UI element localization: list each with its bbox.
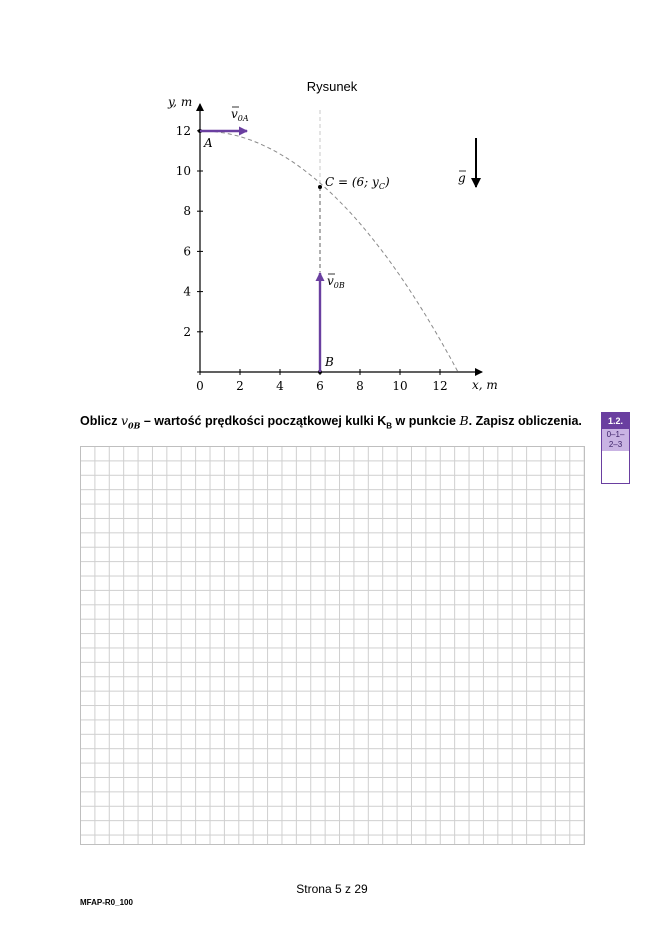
y-tick-label: 4 [183, 284, 191, 299]
x-tick-label: 6 [316, 379, 324, 393]
gravity-label: g [458, 171, 466, 185]
score-points-scale: 0–1– 2–3 [602, 429, 629, 451]
task-number: 1.2. [602, 413, 629, 429]
score-box [601, 412, 630, 484]
y-tick-label: 2 [183, 324, 191, 339]
point-c-marker [318, 185, 322, 189]
x-tick-label: 0 [196, 379, 204, 393]
task-instruction: Oblicz $v_{0B}$ – wartość prędkości początkowej kulki $K_B$ w punkcie B. Zapisz obliczenia. [80, 413, 582, 431]
point-a-label: A [204, 136, 213, 150]
gravity-indicator [458, 138, 476, 187]
y-tick-label: 12 [175, 123, 191, 138]
svg-text:v0B: $v_{0B}$ [327, 274, 345, 290]
svg-text:v0A: $v_{0A}$ [231, 107, 249, 123]
x-tick-label: 8 [356, 379, 364, 393]
y-axis-label: y, m [168, 95, 193, 109]
page-number: Strona 5 z 29 [296, 882, 368, 896]
x-tick-label: 12 [432, 379, 448, 393]
trajectory-parabola [200, 131, 458, 372]
point-b-label: B [325, 355, 334, 369]
axis-tick-labels [176, 124, 448, 393]
y-tick-label: 8 [183, 204, 191, 219]
v0a-label [231, 107, 249, 123]
y-tick-label: 6 [183, 244, 191, 259]
y-tick-label: 10 [175, 164, 191, 178]
x-tick-label: 4 [276, 379, 284, 393]
axis-ticks [197, 131, 440, 375]
figure-title: Rysunek [306, 79, 358, 94]
x-axis-label: x, m [472, 378, 498, 392]
x-tick-label: 10 [392, 379, 408, 393]
point-c-label: C = (6; $y_C$) [325, 175, 390, 191]
trajectory-figure [0, 0, 664, 410]
x-tick-label: 2 [236, 379, 244, 393]
v0b-label [327, 274, 345, 290]
document-code: MFAP-R0_100 [80, 898, 133, 907]
answer-grid[interactable] [80, 446, 585, 845]
